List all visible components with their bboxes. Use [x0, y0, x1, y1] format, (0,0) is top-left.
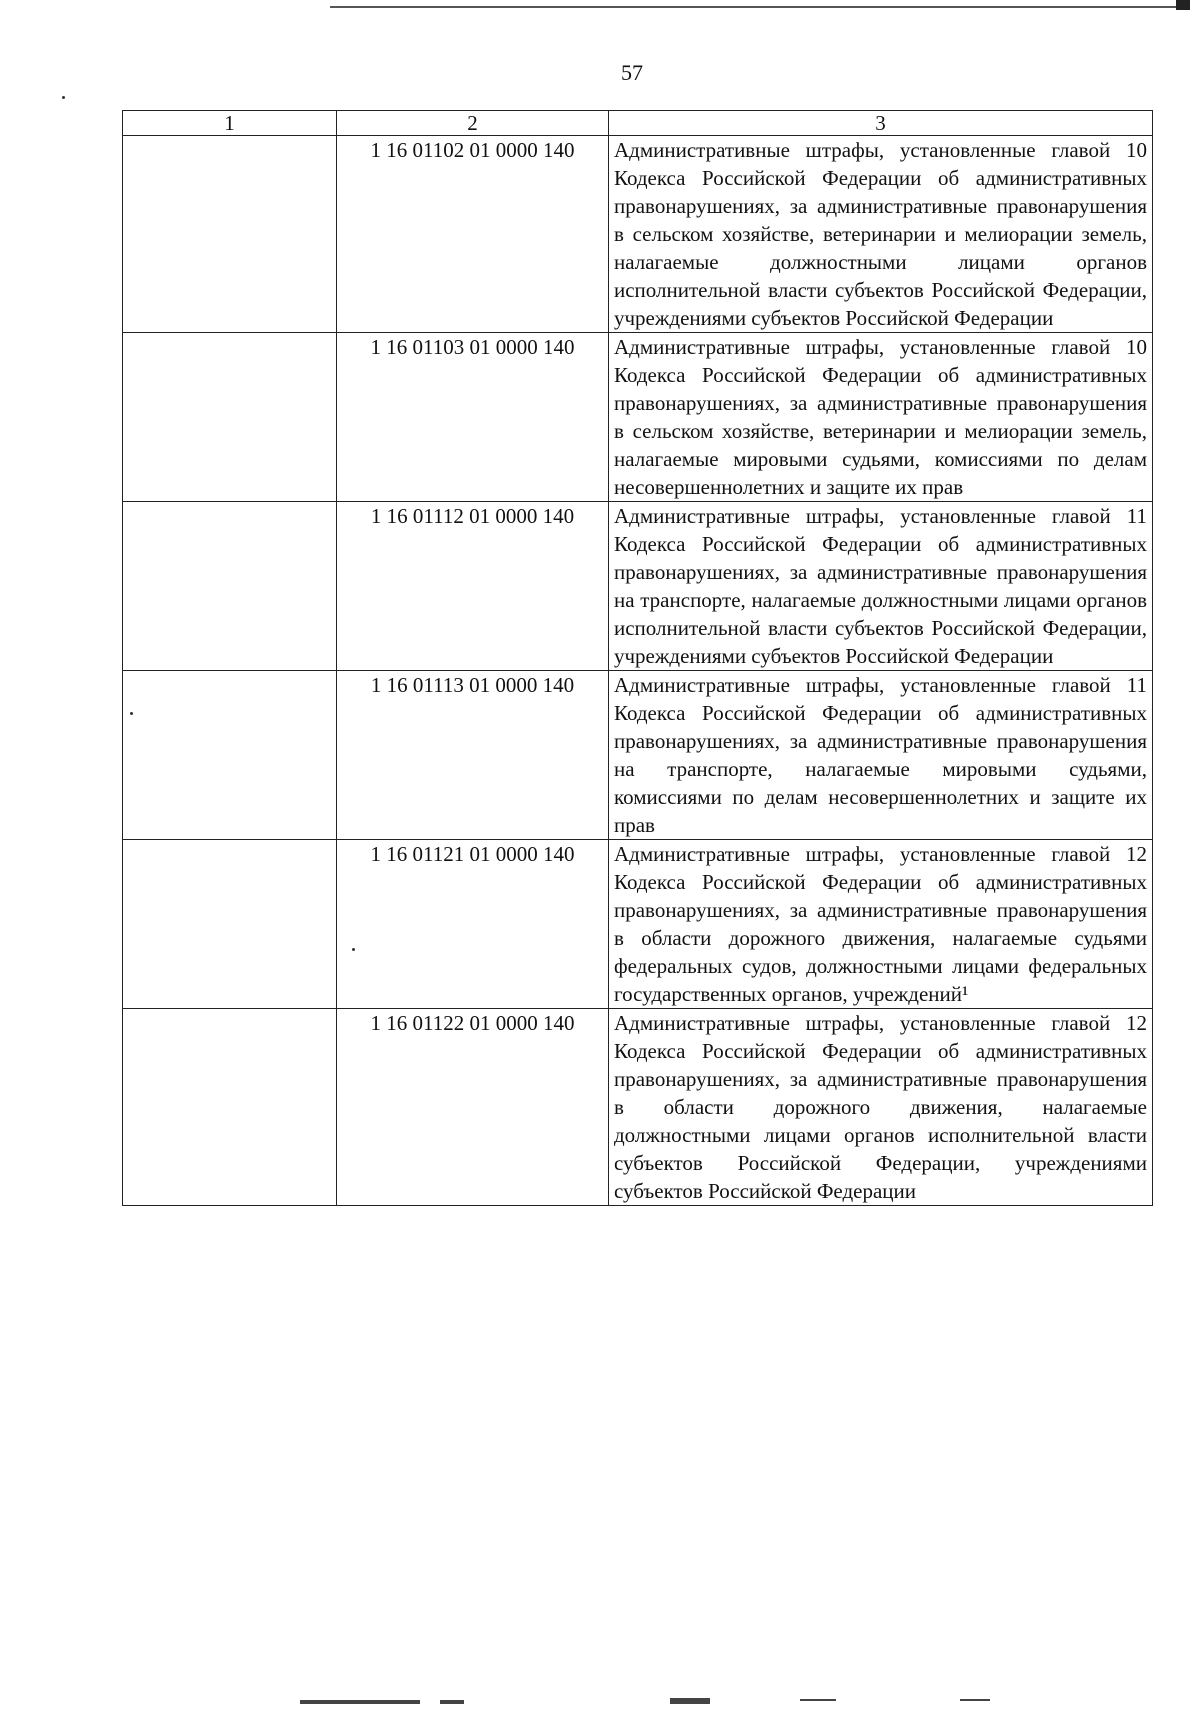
table-row — [123, 1009, 1153, 1206]
column-header-1: 1 — [123, 111, 337, 136]
table-header-row — [123, 111, 1153, 136]
description-cell: Административные штрафы, установленные главой 10 Кодекса Российской Федерации об административных правонарушениях, за административные правонарушения в сельском хозяйстве, ветеринарии и мелиорации земель, налагаемые должностными лицами органов исполнительной власти субъектов Российской Федерации, учреждениями субъектов Российской Федерации — [609, 136, 1153, 333]
bottom-scan-mark — [300, 1700, 420, 1704]
table-row — [123, 671, 1153, 840]
revenue-code-cell: 1 16 01103 01 0000 140 — [337, 333, 609, 502]
row-col1-cell — [123, 502, 337, 671]
revenue-code-cell: 1 16 01102 01 0000 140 — [337, 136, 609, 333]
revenue-code-cell: 1 16 01113 01 0000 140 — [337, 671, 609, 840]
description-cell: Административные штрафы, установленные главой 12 Кодекса Российской Федерации об административных правонарушениях, за административные правонарушения в области дорожного движения, налагаемые судьями федеральных судов, должностными лицами федеральных государственных органов, учреждений¹ — [609, 840, 1153, 1009]
description-cell: Административные штрафы, установленные главой 11 Кодекса Российской Федерации об административных правонарушениях, за административные правонарушения на транспорте, налагаемые должностными лицами органов исполнительной власти субъектов Российской Федерации, учреждениями субъектов Российской Федерации — [609, 502, 1153, 671]
row-col1-cell — [123, 1009, 337, 1206]
description-cell: Административные штрафы, установленные главой 11 Кодекса Российской Федерации об административных правонарушениях, за административные правонарушения на транспорте, налагаемые мировыми судьями, комиссиями по делам несовершеннолетних и защите их прав — [609, 671, 1153, 840]
table-row — [123, 136, 1153, 333]
scan-speck — [62, 96, 65, 99]
bottom-scan-mark — [960, 1699, 990, 1701]
revenue-code-cell: 1 16 01121 01 0000 140 — [337, 840, 609, 1009]
revenue-code-cell: 1 16 01112 01 0000 140 — [337, 502, 609, 671]
row-col1-cell — [123, 333, 337, 502]
description-cell: Административные штрафы, установленные главой 12 Кодекса Российской Федерации об административных правонарушениях, за административные правонарушения в области дорожного движения, налагаемые должностными лицами органов исполнительной власти субъектов Российской Федерации, учреждениями субъектов Российской Федерации — [609, 1009, 1153, 1206]
description-cell: Административные штрафы, установленные главой 10 Кодекса Российской Федерации об административных правонарушениях, за административные правонарушения в сельском хозяйстве, ветеринарии и мелиорации земель, налагаемые мировыми судьями, комиссиями по делам несовершеннолетних и защите их прав — [609, 333, 1153, 502]
bottom-scan-mark — [440, 1700, 464, 1704]
revenue-code-cell: 1 16 01122 01 0000 140 — [337, 1009, 609, 1206]
top-corner-mark — [1176, 0, 1190, 10]
top-scan-rule — [330, 6, 1180, 8]
row-col1-cell — [123, 671, 337, 840]
codes-table — [122, 110, 1153, 1206]
bottom-scan-mark — [800, 1699, 836, 1701]
row-col1-cell — [123, 840, 337, 1009]
table-row — [123, 502, 1153, 671]
table-row — [123, 333, 1153, 502]
column-header-2: 2 — [337, 111, 609, 136]
row-col1-cell — [123, 136, 337, 333]
column-header-3: 3 — [609, 111, 1153, 136]
bottom-scan-mark — [670, 1698, 710, 1704]
page-number: 57 — [621, 60, 643, 85]
table-row — [123, 840, 1153, 1009]
